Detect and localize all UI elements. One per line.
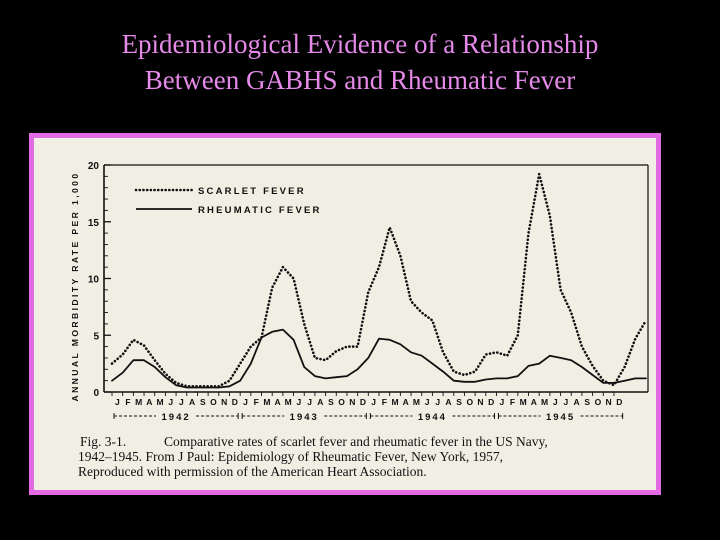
month-label: O (338, 397, 345, 407)
month-label: J (296, 397, 302, 407)
year-label: 1945 (545, 412, 576, 423)
month-label: M (540, 397, 549, 407)
series-line-scarlet-fever (112, 174, 646, 386)
month-label: J (424, 397, 430, 407)
y-axis-label: ANNUAL MORBIDITY RATE PER 1,000 (70, 171, 80, 402)
month-label: A (146, 397, 153, 407)
month-label: M (263, 397, 271, 407)
month-label: F (381, 397, 387, 407)
month-label: J (168, 397, 174, 407)
month-label: A (402, 397, 409, 407)
y-tick-label: 20 (87, 161, 99, 172)
month-label: M (135, 397, 143, 407)
month-label: S (328, 397, 334, 407)
month-label: F (125, 397, 131, 407)
month-label: A (530, 397, 537, 407)
legend-label-scarlet-fever: SCARLET FEVER (198, 186, 306, 197)
month-label: J (114, 397, 120, 407)
month-label: M (284, 397, 292, 407)
month-label: S (199, 397, 206, 407)
month-label: N (477, 397, 484, 407)
month-label: M (412, 397, 420, 407)
month-label: N (605, 397, 612, 407)
year-label: 1944 (417, 412, 447, 423)
figure-label: Fig. 3-1. (80, 434, 127, 449)
series-line-rheumatic-fever (112, 330, 646, 388)
y-tick-label: 0 (93, 388, 99, 399)
slide-title (0, 26, 720, 98)
slide-title-line-1: Epidemiological Evidence of a Relationship (121, 29, 599, 59)
month-label: J (435, 397, 441, 407)
month-label: D (488, 397, 495, 407)
month-label: D (231, 397, 238, 407)
month-label: J (307, 397, 312, 407)
y-tick-label: 10 (87, 274, 99, 286)
month-label: D (359, 397, 367, 407)
month-label: N (349, 397, 356, 407)
y-tick-label: 15 (87, 217, 99, 229)
year-label: 1942 (161, 412, 191, 423)
y-tick-label: 5 (93, 331, 99, 343)
month-label: A (573, 397, 580, 407)
month-label: J (179, 397, 184, 407)
month-label: M (156, 397, 164, 407)
month-label: F (253, 397, 259, 407)
slide-title-line-2: Between GABHS and Rheumatic Fever (144, 65, 576, 95)
month-label: N (221, 397, 228, 407)
caption-line-1: Comparative rates of scarlet fever and rheumatic fever in the US Navy, (164, 434, 548, 449)
year-label: 1943 (289, 412, 319, 423)
month-label: F (509, 397, 516, 407)
month-label: O (210, 397, 217, 407)
month-label: J (552, 397, 558, 407)
month-label: J (499, 397, 505, 407)
month-label: A (274, 397, 281, 407)
month-label: D (616, 397, 623, 407)
month-label: A (189, 397, 196, 407)
figure-caption (78, 434, 658, 479)
month-label: A (445, 397, 452, 407)
month-label: O (466, 397, 474, 407)
month-label: M (391, 397, 399, 407)
caption-line-3: Reproduced with permission of the American Heart Association. (78, 464, 427, 479)
month-label: S (456, 397, 462, 407)
month-label: J (371, 397, 377, 407)
caption-line-2: 1942–1945. From J Paul: Epidemiology of Rheumatic Fever, New York, 1957, (78, 449, 504, 464)
month-label: J (563, 397, 569, 407)
month-label: S (584, 397, 591, 407)
month-label: J (243, 397, 248, 407)
month-label: O (594, 397, 602, 407)
month-label: A (317, 397, 324, 407)
legend-label-rheumatic-fever: RHEUMATIC FEVER (198, 205, 322, 216)
figure-frame (29, 133, 661, 495)
month-label: M (519, 397, 527, 407)
